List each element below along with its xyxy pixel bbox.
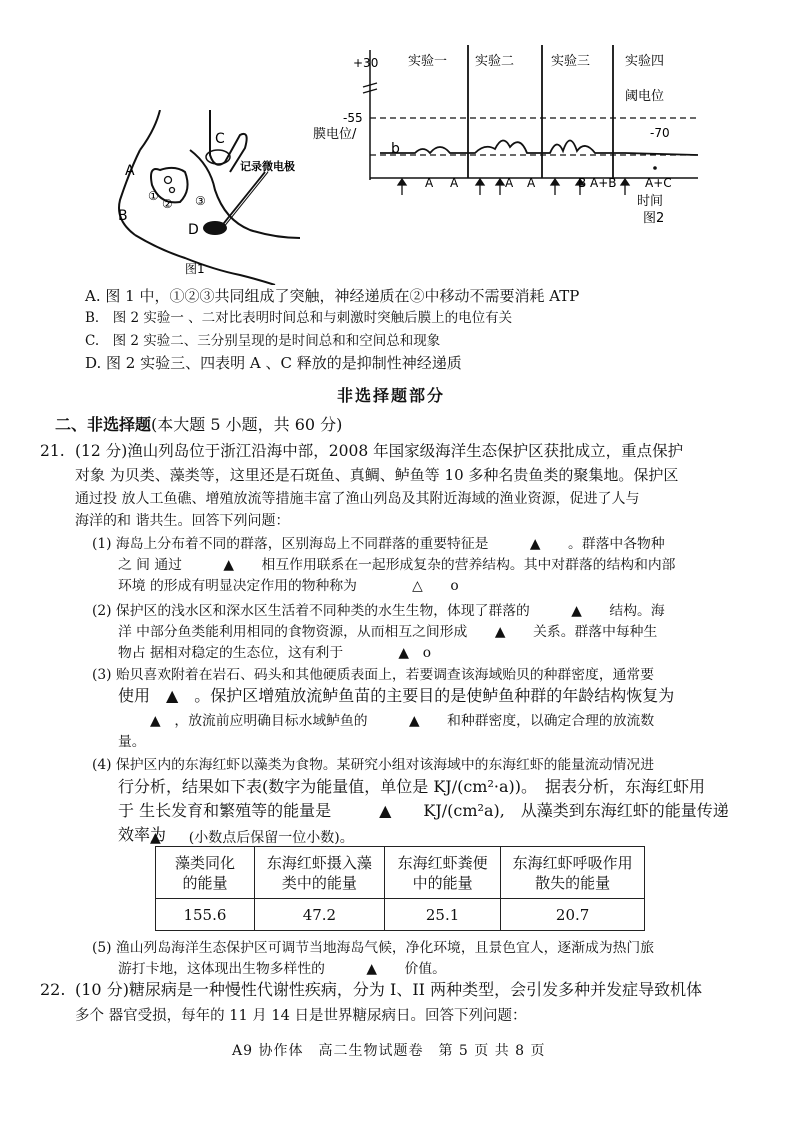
fig2-caption: 图2 [643, 211, 665, 226]
option-d: D. 图 2 实验三、四表明 A 、C 释放的是抑制性神经递质 [85, 354, 462, 372]
q21-line-3: 通过投 放人工鱼礁、增殖放流等措施丰富了渔山列岛及其附近海域的渔业资源，促进了人与 [75, 491, 640, 507]
fig2-axis-mid: -55 [343, 111, 363, 125]
fig2-xlabel: 时间 [637, 194, 664, 209]
part2-note: (本大题 5 小题，共 60 分) [151, 415, 343, 434]
q21-p2-line-3: 物占 据相对稳定的生态位，这有利于 ▲ o [118, 645, 432, 661]
q22-number: 22. [40, 980, 66, 999]
q21-p3-line-1: (3) 贻贝喜欢附着在岩石、码头和其他硬质表面上，若要调查该海域贻贝的种群密度，通常要 [92, 667, 655, 683]
q21-p4-line-1: (4) 保护区内的东海红虾以藻类为食物。某研究小组对该海域中的东海红虾的能量流动情况进 [92, 757, 655, 773]
fig2-stim-1: A [425, 176, 434, 190]
table-cell: 155.6 [156, 899, 255, 931]
fig1-label-d: D [188, 222, 199, 238]
fig1-label-2: ② [162, 197, 173, 211]
q21-p4-line-3: 于 生长发育和繁殖等的能量是 ▲ KJ/(cm²a), 从藻类到东海红虾的能量传递 [118, 801, 729, 820]
q22-line-2: 多个 器官受损，每年的 11 月 14 日是世界糖尿病日。回答下列问题： [75, 1008, 527, 1024]
fig1-label-b: B [118, 208, 128, 224]
table-header-row [156, 847, 645, 899]
fig2-threshold-label: 阈电位 [625, 89, 665, 104]
q21-line-2: 对象 为贝类、藻类等，这里还是石斑鱼、真鲷、鲈鱼等 10 多种名贵鱼类的聚集地。保护区 [75, 466, 679, 484]
fig2-exp-2: 实验二 [475, 54, 515, 69]
fig2-exp-1: 实验一 [408, 54, 448, 69]
fig2-stim-5: B [578, 176, 587, 190]
q21-p3-line-3: ▲ ，放流前应明确目标水域鲈鱼的 ▲ 和种群密度，以确定合理的放流数 [150, 713, 655, 729]
q21-p1-line-2: 之 间 通过 ▲ 相互作用联系在一起形成复杂的营养结构。其中对群落的结构和内部 [118, 557, 676, 573]
q21-p3-line-4: 量。 [118, 734, 146, 750]
q21-p4-line-2: 行分析，结果如下表(数字为能量值，单位是 KJ/(cm²·a))。 据表分析，东海红虾用 [118, 777, 705, 796]
page-footer: A9 协作体 高二生物试题卷 第 5 页 共 8 页 [232, 1043, 546, 1059]
q21-p4-line-5: ▲ (小数点后保留一位小数)。 [150, 830, 354, 846]
fig2-exp-3: 实验三 [551, 54, 591, 69]
part2-header [55, 415, 342, 435]
option-a: A. 图 1 中，①②③共同组成了突触，神经递质在②中移动不需要消耗 ATP [85, 287, 580, 305]
q21-p1-line-1: (1) 海岛上分布着不同的群落，区别海岛上不同群落的重要特征是 ▲ 。群落中各物种 [92, 536, 665, 552]
q21-p3-line-2: 使用 ▲ 。保护区增殖放流鲈鱼苗的主要目的是使鲈鱼种群的年龄结构恢复为 [118, 686, 675, 705]
table-row [156, 899, 645, 931]
fig2-axis-ylabel: 膜电位/ [313, 127, 357, 142]
option-b: B． 图 2 实验一 、二对比表明时间总和与刺激时突触后膜上的电位有关 [85, 310, 513, 326]
table-cell: 20.7 [501, 899, 645, 931]
q21-p5-line-2: 游打卡地，这体现出生物多样性的 ▲ 价值。 [118, 961, 446, 977]
fig2-stim-6: A+B [590, 176, 617, 190]
fig1-label-1: ① [148, 189, 159, 203]
table-cell: 25.1 [384, 899, 500, 931]
q21-line-1: (12 分)渔山列岛位于浙江沿海中部，2008 年国家级海洋生态保护区获批成立，重点保护 [75, 442, 684, 460]
fig2-stim-3: A [505, 176, 514, 190]
fig2-exp-4: 实验四 [625, 54, 665, 69]
part2-heading: 二、非选择题 [55, 415, 152, 434]
fig2-stim-2: A [450, 176, 459, 190]
table-header-cell: 东海红虾摄入藻 类中的能量 [254, 847, 384, 899]
fig1-label-3: ③ [195, 194, 206, 208]
fig2-minus70: -70 [650, 126, 670, 140]
q21-p5-line-1: (5) 渔山列岛海洋生态保护区可调节当地海岛气候，净化环境，且景色宜人，逐渐成为热门旅 [92, 940, 655, 956]
q21-p1-line-3: 环境 的形成有明显决定作用的物种称为 △ o [118, 578, 459, 594]
fig1-label-a: A [125, 163, 135, 179]
section-title: 非选择题部分 [337, 386, 446, 405]
energy-table [155, 846, 645, 931]
table-header-cell: 东海红虾呼吸作用 散失的能量 [501, 847, 645, 899]
q21-p4-line-4: 效率为 [118, 825, 167, 844]
fig1-caption: 图1 [185, 262, 205, 276]
fig2-b-label: b [391, 141, 400, 157]
table-header-cell: 藻类同化 的能量 [156, 847, 255, 899]
fig2-stim-7: A+C [645, 176, 672, 190]
fig2-stim-4: A [527, 176, 536, 190]
q21-p2-line-1: (2) 保护区的浅水区和深水区生活着不同种类的水生生物，体现了群落的 ▲ 结构。海 [92, 603, 665, 619]
fig1-electrode-label: 记录微电极 [240, 160, 295, 173]
table-header-cell: 东海红虾粪便 中的能量 [384, 847, 500, 899]
figure-2-membrane-potential-graph [305, 45, 705, 235]
q21-line-4: 海洋的和 谐共生。回答下列问题： [75, 513, 290, 529]
q22-line-1: (10 分)糖尿病是一种慢性代谢性疾病，分为 I、II 两种类型，会引发多种并发症导致机体 [75, 980, 703, 999]
q21-p2-line-2: 洋 中部分鱼类能利用相同的食物资源，从而相互之间形成 ▲ 关系。群落中每种生 [118, 624, 658, 640]
option-c: C. 图 2 实验二、三分别呈现的是时间总和和空间总和现象 [85, 333, 441, 349]
fig2-axis-top: +30 [353, 56, 379, 70]
q21-number: 21. [40, 442, 65, 460]
fig1-label-c: C [215, 131, 225, 147]
table-cell: 47.2 [254, 899, 384, 931]
